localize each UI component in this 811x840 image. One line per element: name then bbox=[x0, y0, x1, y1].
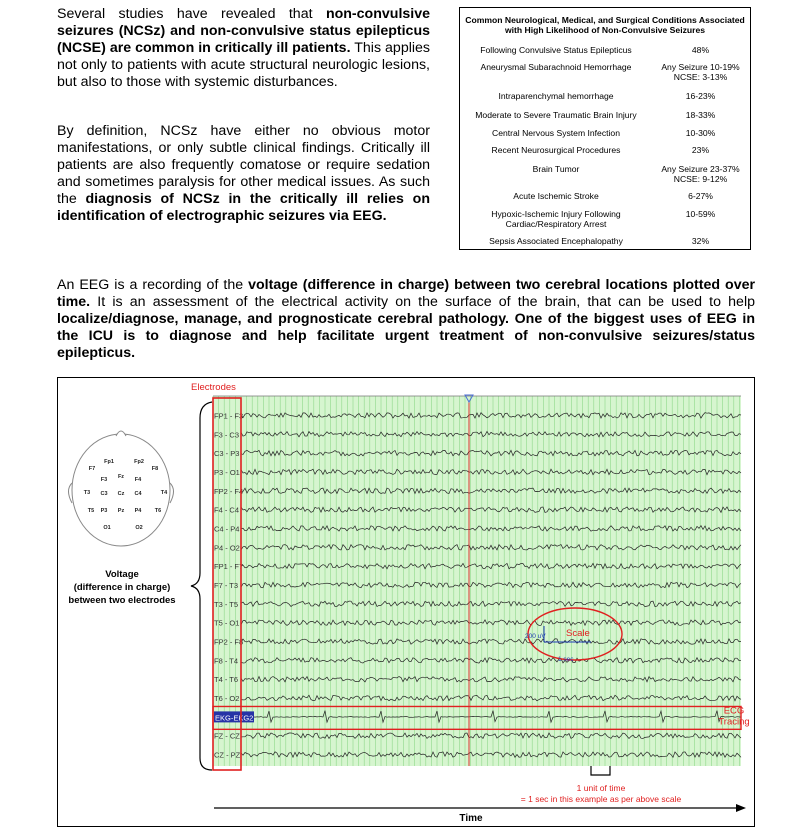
eeg-figure bbox=[57, 377, 755, 827]
nose-outline bbox=[116, 431, 126, 436]
table-title: Common Neurological, Medical, and Surgical Conditions Associated with High Likelihood of Non-Convulsive Seizures bbox=[465, 15, 745, 35]
intro-1-run-1: non-convulsive seizures (NCSz) and non-convulsive status epilepticus (NCSE) are common in critically ill patients. bbox=[57, 6, 430, 56]
scale-label: Scale bbox=[566, 628, 590, 639]
condition-cell: Moderate to Severe Traumatic Brain Injury bbox=[475, 110, 637, 120]
intro-paragraph-1 bbox=[57, 6, 430, 91]
condition-cell: Recent Neurosurgical Procedures bbox=[491, 145, 621, 155]
eeg-paragraph-run-1: voltage (difference in charge) between two cerebral locations plotted over time. bbox=[57, 277, 755, 310]
channel-label: P3 - O1 bbox=[214, 467, 240, 477]
intro-1-run-2: This applies not only to patients with acute structural neurologic lesions, but also to those with systemic disturbances. bbox=[57, 40, 430, 90]
head-electrode-label: Fp1 bbox=[104, 459, 114, 465]
likelihood-cell: 18-33% bbox=[685, 110, 716, 120]
head-electrode-label: C4 bbox=[134, 491, 142, 497]
eeg-paragraph bbox=[57, 277, 755, 362]
channel-label: T4 - T6 bbox=[214, 675, 239, 685]
right-ear bbox=[170, 483, 174, 503]
channel-label: P4 - O2 bbox=[214, 543, 240, 553]
channel-label: F4 - C4 bbox=[214, 505, 240, 515]
channel-label: F7 - T3 bbox=[214, 581, 239, 590]
head-electrode-label: T4 bbox=[160, 490, 168, 496]
intro-1-run-0: Several studies have revealed that bbox=[57, 6, 326, 22]
condition-cell: Hypoxic-Ischemic Injury Following Cardiac/Respiratory Arrest bbox=[491, 209, 621, 229]
electrodes-label: Electrodes bbox=[191, 382, 236, 393]
eeg-paragraph-run-3: localize/diagnose, manage, and prognosticate cerebral pathology. One of the biggest uses of EEG in the ICU is to diagnose and help facilitate urgent treatment of non-convulsive seizures/status epilepticus. bbox=[57, 311, 755, 361]
left-ear bbox=[69, 483, 73, 503]
channel-label: FP1 - F3 bbox=[214, 411, 244, 421]
voltage-label-2: (difference in charge) bbox=[73, 582, 171, 593]
condition-cell: Sepsis Associated Encephalopathy bbox=[489, 236, 623, 246]
likelihood-cell: Any Seizure 23-37% NCSE: 9-12% bbox=[661, 164, 740, 184]
eeg-paragraph-run-2: It is an assessment of the electrical activity on the surface of the brain, that can be used to help bbox=[90, 294, 755, 310]
condition-cell: Brain Tumor bbox=[532, 164, 580, 174]
time-arrow-head bbox=[736, 804, 746, 812]
head-electrode-label: P4 bbox=[134, 508, 142, 514]
channel-label: T3 - T5 bbox=[214, 599, 239, 609]
head-electrode-label: T6 bbox=[154, 508, 162, 514]
condition-cell: Aneurysmal Subarachnoid Hemorrhage bbox=[480, 62, 632, 72]
channel-label: C4 - P4 bbox=[214, 524, 240, 534]
ecg-label-2: Tracing bbox=[718, 716, 750, 728]
condition-cell: Acute Ischemic Stroke bbox=[513, 191, 599, 201]
time-label: Time bbox=[459, 813, 483, 824]
condition-cell: Intraparenchymal hemorrhage bbox=[498, 91, 614, 101]
likelihood-cell: 10-30% bbox=[685, 128, 716, 138]
condition-cell: Following Convulsive Status Epilepticus bbox=[480, 45, 632, 55]
voltage-label-3: between two electrodes bbox=[68, 595, 176, 606]
scale-voltage: 200 uV bbox=[525, 633, 546, 640]
eeg-figure-canvas bbox=[58, 378, 754, 826]
likelihood-cell: Any Seizure 10-19% NCSE: 3-13% bbox=[661, 62, 740, 82]
head-electrode-label: F8 bbox=[151, 466, 159, 472]
likelihood-cell: 23% bbox=[691, 145, 710, 155]
channel-label-ekg: EKG-EKG2 bbox=[215, 713, 254, 723]
ecg-label-1: ECG bbox=[723, 705, 745, 717]
channel-label: FZ - CZ bbox=[214, 731, 240, 741]
likelihood-cell: 6-27% bbox=[688, 191, 713, 201]
head-electrode-label: F4 bbox=[134, 477, 142, 483]
unit-label-2: = 1 sec in this example as per above scale bbox=[520, 794, 682, 804]
head-electrode-label: O2 bbox=[135, 525, 143, 531]
conditions-table bbox=[459, 7, 751, 250]
voltage-bracket bbox=[191, 402, 212, 770]
head-electrode-label: C3 bbox=[100, 491, 108, 497]
head-electrode-label: O1 bbox=[103, 525, 111, 531]
channel-label: F8 - T4 bbox=[214, 656, 239, 666]
head-electrode-label: F7 bbox=[88, 466, 96, 472]
intro-2-run-0: By definition, NCSz have either no obvious motor manifestations, or only subtle clinical findings. Critically ill patients are also frequently comatose or require sedation and sometimes paralysis for other medical issues. As such the bbox=[57, 123, 430, 207]
channel-label: CZ - PZ bbox=[214, 750, 241, 760]
likelihood-cell: 48% bbox=[691, 45, 710, 55]
head-electrode-label: P3 bbox=[100, 508, 108, 514]
head-electrode-label: Cz bbox=[117, 491, 125, 497]
unit-label-1: 1 unit of time bbox=[576, 783, 626, 793]
unit-bracket bbox=[591, 766, 610, 775]
head-electrode-label: F3 bbox=[100, 477, 108, 483]
eeg-paragraph-run-0: An EEG is a recording of the bbox=[57, 277, 249, 293]
likelihood-cell: 16-23% bbox=[685, 91, 716, 101]
channel-label: C3 - P3 bbox=[214, 449, 240, 459]
head-electrode-label: Fz bbox=[117, 474, 125, 480]
channel-label: T6 - O2 bbox=[214, 694, 240, 704]
intro-paragraph-2 bbox=[57, 123, 430, 225]
channel-label: FP2 - F8 bbox=[214, 637, 244, 647]
head-electrode-label: Pz bbox=[117, 508, 125, 514]
scale-time: 1 sec bbox=[558, 656, 574, 663]
likelihood-cell: 32% bbox=[691, 236, 710, 246]
voltage-label-1: Voltage bbox=[105, 569, 139, 580]
head-electrode-label: T5 bbox=[87, 508, 95, 514]
channel-label: T5 - O1 bbox=[214, 618, 240, 628]
head-electrode-label: T3 bbox=[83, 490, 91, 496]
likelihood-cell: 10-59% bbox=[685, 209, 716, 219]
channel-label: FP1 - F7 bbox=[214, 562, 244, 572]
channel-label: FP2 - F4 bbox=[214, 486, 244, 496]
head-electrode-label: Fp2 bbox=[134, 459, 144, 465]
channel-label: F3 - C3 bbox=[214, 430, 240, 440]
intro-2-run-1: diagnosis of NCSz in the critically ill relies on identification of electrographic seizures via EEG. bbox=[57, 191, 431, 224]
condition-cell: Central Nervous System Infection bbox=[491, 128, 620, 138]
